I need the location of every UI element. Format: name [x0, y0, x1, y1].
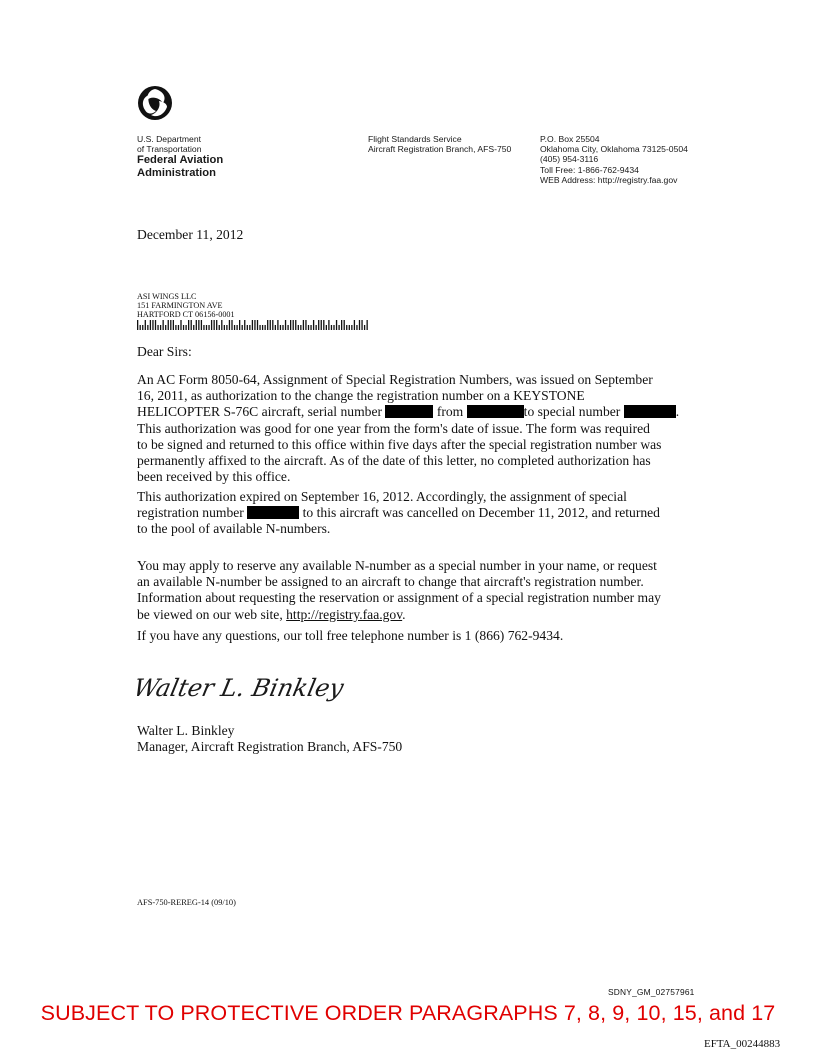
barcode-bar	[226, 325, 227, 330]
paragraph-1	[137, 372, 685, 485]
barcode-bar	[277, 320, 278, 330]
barcode-bar	[259, 325, 260, 330]
redacted-old-registration	[467, 405, 524, 418]
barcode-bar	[349, 325, 350, 330]
barcode-bar	[313, 320, 314, 330]
toll-free-number: Toll Free: 1-866-762-9434	[540, 164, 639, 175]
barcode-bar	[265, 325, 266, 330]
barcode-bar	[326, 325, 327, 330]
barcode-bar	[354, 320, 355, 330]
para2-line-2b: to this aircraft was cancelled on December 11, 2012, and returned	[302, 505, 660, 521]
para1-line-3	[137, 404, 685, 420]
barcode-bar	[247, 325, 248, 330]
barcode-bar	[145, 320, 146, 330]
barcode-bar	[178, 325, 179, 330]
barcode-bar	[203, 325, 204, 330]
barcode-bar	[305, 320, 306, 330]
barcode-bar	[216, 320, 217, 330]
phone-number: (405) 954-3116	[540, 154, 599, 165]
barcode-bar	[336, 320, 337, 330]
barcode-bar	[163, 320, 164, 330]
barcode-bar	[341, 320, 342, 330]
barcode-bar	[285, 320, 286, 330]
barcode-bar	[244, 320, 245, 330]
signer-title: Manager, Aircraft Registration Branch, AFS-750	[137, 739, 403, 755]
barcode-bar	[137, 320, 138, 330]
redacted-registration-number	[247, 506, 299, 519]
recipient-address	[137, 292, 235, 320]
barcode-bar	[333, 325, 334, 330]
barcode-bar	[262, 325, 263, 330]
barcode-bar	[231, 320, 232, 330]
barcode-bar	[252, 320, 253, 330]
para4-line-1: If you have any questions, our toll free telephone number is 1 (866) 762-9434.	[137, 628, 564, 643]
redacted-serial-number	[385, 405, 433, 418]
barcode-bar	[208, 325, 209, 330]
barcode-bar	[198, 320, 199, 330]
bates-number: SDNY_GM_02757961	[608, 987, 695, 997]
protective-order-notice: SUBJECT TO PROTECTIVE ORDER PARAGRAPHS 7, 8, 9, 10, 15, and 17	[40, 1001, 776, 1025]
letter-date: December 11, 2012	[137, 227, 244, 242]
barcode-bar	[344, 320, 345, 330]
barcode-bar	[175, 325, 176, 330]
agency-line-1: Federal Aviation	[137, 154, 224, 167]
barcode-bar	[242, 325, 243, 330]
barcode-bar	[338, 325, 339, 330]
barcode-bar	[328, 320, 329, 330]
barcode-bar	[191, 320, 192, 330]
barcode-bar	[152, 320, 153, 330]
paragraph-2	[137, 489, 685, 538]
barcode-bar	[142, 325, 143, 330]
barcode-bar	[188, 320, 189, 330]
barcode-bar	[308, 325, 309, 330]
salutation: Dear Sirs:	[137, 344, 192, 359]
para3-line-2: an available N-number be assigned to an aircraft to change that aircraft's registration number.	[137, 574, 644, 590]
address-line-2: Oklahoma City, Oklahoma 73125-0504	[540, 144, 688, 155]
barcode-bar	[196, 320, 197, 330]
barcode-bar	[221, 320, 222, 330]
barcode-bar	[201, 320, 202, 330]
barcode-bar	[287, 325, 288, 330]
barcode-bar	[170, 320, 171, 330]
handwritten-signature	[130, 664, 347, 718]
efta-number: EFTA_00244883	[704, 1038, 781, 1050]
barcode-bar	[275, 325, 276, 330]
barcode-bar	[180, 320, 181, 330]
para2-line-2a: registration number	[137, 505, 244, 521]
barcode-bar	[193, 325, 194, 330]
barcode-bar	[249, 325, 250, 330]
barcode-bar	[270, 320, 271, 330]
para1-line-3b: from	[436, 404, 464, 420]
dept-line-1: U.S. Department	[137, 134, 201, 144]
para3-line-1: You may apply to reserve any available N-number as a special number in your name, or request	[137, 558, 657, 573]
para2-line-2	[137, 505, 685, 521]
barcode-bar	[211, 320, 212, 330]
barcode-bar	[254, 320, 255, 330]
barcode-bar	[310, 325, 311, 330]
para1-line-5: to be signed and returned to this office within five days after the special registration number was	[137, 436, 662, 452]
barcode-bar	[214, 320, 215, 330]
barcode-bar	[290, 320, 291, 330]
barcode-bar	[150, 320, 151, 330]
signature-text: Walter L. Binkley	[130, 673, 347, 702]
barcode-bar	[331, 325, 332, 330]
barcode-bar	[234, 325, 235, 330]
barcode-bar	[346, 325, 347, 330]
paragraph-3	[137, 558, 685, 623]
para2-line-1: This authorization expired on September 16, 2012. Accordingly, the assignment of special	[137, 489, 627, 504]
barcode-bar	[267, 320, 268, 330]
para1-line-1: An AC Form 8050-64, Assignment of Special Registration Numbers, was issued on September	[137, 372, 653, 387]
recipient-street: 151 FARMINGTON AVE	[137, 301, 223, 311]
paragraph-4	[137, 628, 685, 644]
barcode-bar	[257, 320, 258, 330]
signature-block	[137, 723, 402, 755]
barcode-bar	[160, 325, 161, 330]
barcode-bar	[295, 320, 296, 330]
barcode-bar	[293, 320, 294, 330]
para1-line-3c: to special number	[523, 404, 621, 420]
address-block	[540, 134, 688, 185]
barcode-bar	[280, 325, 281, 330]
barcode-bar	[155, 320, 156, 330]
service-line-2: Aircraft Registration Branch, AFS-750	[368, 144, 512, 155]
barcode-bar	[323, 320, 324, 330]
para1-line-6: permanently affixed to the aircraft. As of the date of this letter, no completed authorization has	[137, 453, 651, 469]
registry-website-link[interactable]: http://registry.faa.gov	[286, 606, 403, 622]
barcode-bar	[316, 325, 317, 330]
barcode-bar	[356, 325, 357, 330]
barcode-bar	[224, 325, 225, 330]
postal-barcode	[137, 320, 372, 330]
para3-line-3: Information about requesting the reservation or assignment of a special registration number may	[137, 590, 661, 606]
service-block	[368, 134, 511, 154]
barcode-bar	[239, 320, 240, 330]
barcode-bar	[300, 325, 301, 330]
barcode-bar	[157, 325, 158, 330]
service-line-1: Flight Standards Service	[368, 134, 462, 144]
para1-line-7: been received by this office.	[137, 469, 291, 485]
form-code: AFS-750-REREG-14 (09/10)	[137, 898, 236, 907]
barcode-bar	[206, 325, 207, 330]
para1-line-3d: .	[675, 404, 680, 420]
recipient-name: ASI WINGS LLC	[137, 292, 197, 301]
para1-line-2: 16, 2011, as authorization to the change the registration number on a KEYSTONE	[137, 388, 585, 404]
barcode-bar	[173, 320, 174, 330]
barcode-bar	[219, 325, 220, 330]
barcode-bar	[361, 320, 362, 330]
para3-line-4b: .	[402, 606, 406, 622]
signer-name: Walter L. Binkley	[137, 723, 235, 738]
dot-triskelion-logo-icon	[137, 85, 173, 121]
barcode-bar	[168, 320, 169, 330]
barcode-bar	[282, 325, 283, 330]
barcode-bar	[359, 320, 360, 330]
barcode-bar	[272, 320, 273, 330]
dept-line-2: of Transportation	[137, 144, 202, 155]
barcode-bar	[236, 325, 237, 330]
web-address: WEB Address: http://registry.faa.gov	[540, 174, 678, 185]
para1-line-3a: HELICOPTER S-76C aircraft, serial number	[137, 404, 383, 420]
barcode-bar	[229, 320, 230, 330]
para3-line-4a: be viewed on our web site,	[137, 606, 287, 622]
para3-line-4	[137, 607, 685, 623]
address-line-1: P.O. Box 25504	[540, 134, 600, 144]
barcode-bar	[364, 325, 365, 330]
agency-line-2: Administration	[137, 167, 216, 180]
barcode-bar	[318, 320, 319, 330]
barcode-bar	[351, 325, 352, 330]
department-block	[137, 134, 223, 180]
barcode-bar	[321, 320, 322, 330]
barcode-bar	[147, 325, 148, 330]
barcode-bar	[303, 320, 304, 330]
barcode-bar	[140, 325, 141, 330]
barcode-bar	[183, 325, 184, 330]
barcode-bar	[165, 325, 166, 330]
para2-line-3: to the pool of available N-numbers.	[137, 521, 331, 537]
barcode-bar	[185, 325, 186, 330]
para1-line-4: This authorization was good for one year from the form's date of issue. The form was required	[137, 420, 650, 436]
recipient-city-line: HARTFORD CT 06156-0001	[137, 310, 235, 320]
redacted-special-number	[624, 405, 676, 418]
barcode-bar	[367, 320, 368, 330]
barcode-bar	[298, 325, 299, 330]
